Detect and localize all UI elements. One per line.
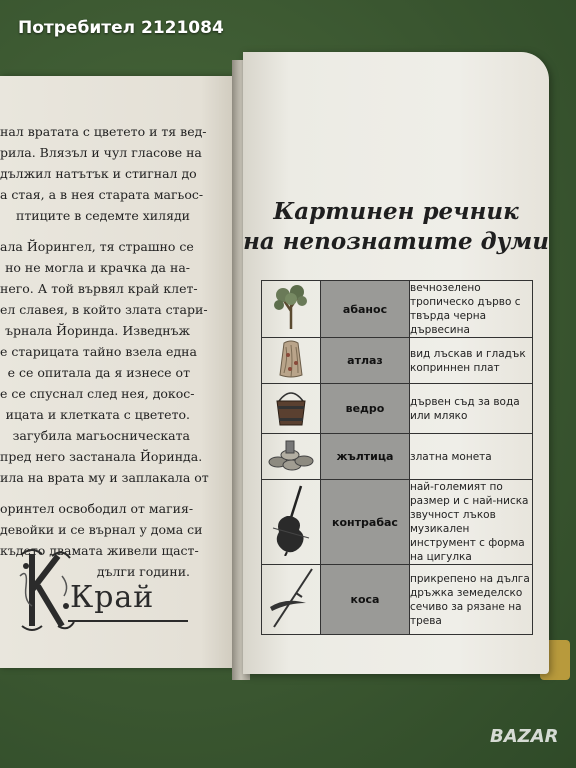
dictionary-definition: прикрепено на дълга дръжка земеделско сечиво за рязане на трева: [410, 565, 533, 635]
dictionary-word: коса: [321, 565, 410, 635]
story-line: е се опитала да я изнесе от: [7, 365, 190, 380]
picture-cell: [262, 384, 321, 434]
picture-cell: [262, 281, 321, 338]
story-line: ила на врата му и заплакала от: [0, 470, 209, 485]
dictionary-definition: вид лъскав и гладък коприннен плат: [410, 338, 533, 384]
story-line: нал вратата с цветето и тя вед-: [0, 124, 207, 139]
right-book-page: [243, 52, 549, 674]
story-line: но не могла и крачка да на-: [5, 260, 190, 275]
story-gap: [0, 488, 232, 498]
bucket-icon: [271, 387, 311, 427]
picture-cell: [262, 480, 321, 565]
story-line: ърнала Йоринда. Изведнъж: [5, 323, 190, 338]
dictionary-definition: най-големият по размер и с най-ниска звучност лъков музикален инструмент с форма на цигулка: [410, 480, 533, 565]
story-line: девойки и се върнал у дома си: [0, 522, 203, 537]
picture-cell: [262, 338, 321, 384]
story-line: където двамата живели щаст-: [0, 543, 199, 558]
double-bass-icon: [271, 484, 311, 556]
dictionary-definition: вечнозелено тропическо дърво с твърда черна дървесина: [410, 281, 533, 338]
table-row: [262, 281, 533, 338]
table-row: [262, 434, 533, 480]
story-line: ала Йорингел, тя страшно се: [0, 239, 194, 254]
story-gap: [0, 226, 232, 236]
dictionary-definition: дървен съд за вода или мляко: [410, 384, 533, 434]
ending-ornament: [18, 546, 188, 636]
story-line: ицата и клетката с цветето.: [5, 407, 190, 422]
table-row: [262, 384, 533, 434]
dictionary-word: абанос: [321, 281, 410, 338]
left-book-page: [0, 76, 236, 668]
ending-word: Край: [70, 580, 155, 615]
user-watermark: Потребител 2121084: [18, 18, 224, 38]
page-title: Картинен речник: [273, 198, 519, 225]
story-line: дълги години.: [96, 564, 190, 579]
story-line: загубила магьосническата: [12, 428, 190, 443]
dictionary-word: атлаз: [321, 338, 410, 384]
table-row: [262, 565, 533, 635]
tree-icon: [271, 285, 311, 329]
story-line: него. А той вървял край клет-: [0, 281, 198, 296]
dictionary-word: ведро: [321, 384, 410, 434]
story-line: рила. Влязъл и чул гласове на: [0, 145, 202, 160]
dictionary-word: контрабас: [321, 480, 410, 565]
story-line: дължил натътък и стигнал до: [0, 166, 197, 181]
coins-icon: [266, 438, 316, 472]
story-line: е старицата тайно взела една: [0, 344, 197, 359]
ending-underline: [68, 620, 188, 622]
fabric-icon: [274, 339, 308, 379]
story-line: а стая, а в нея старата магьос-: [0, 187, 204, 202]
story-text: [0, 121, 232, 582]
brand-watermark: BAZAR: [490, 726, 559, 747]
scythe-icon: [266, 567, 316, 629]
story-line: е се спуснал след нея, докос-: [0, 386, 195, 401]
story-line: птиците в седемте хиляди: [16, 208, 190, 223]
picture-cell: [262, 565, 321, 635]
dictionary-definition: златна монета: [410, 434, 533, 480]
picture-cell: [262, 434, 321, 480]
page-subtitle: на непознатите думи: [243, 228, 549, 255]
story-line: ел славея, в който злата стари-: [0, 302, 208, 317]
story-line: пред него застанала Йоринда.: [0, 449, 203, 464]
dictionary-table: [261, 280, 533, 635]
dictionary-word: жълтица: [321, 434, 410, 480]
table-row: [262, 480, 533, 565]
story-line: оринтел освободил от магия-: [0, 501, 194, 516]
table-row: [262, 338, 533, 384]
